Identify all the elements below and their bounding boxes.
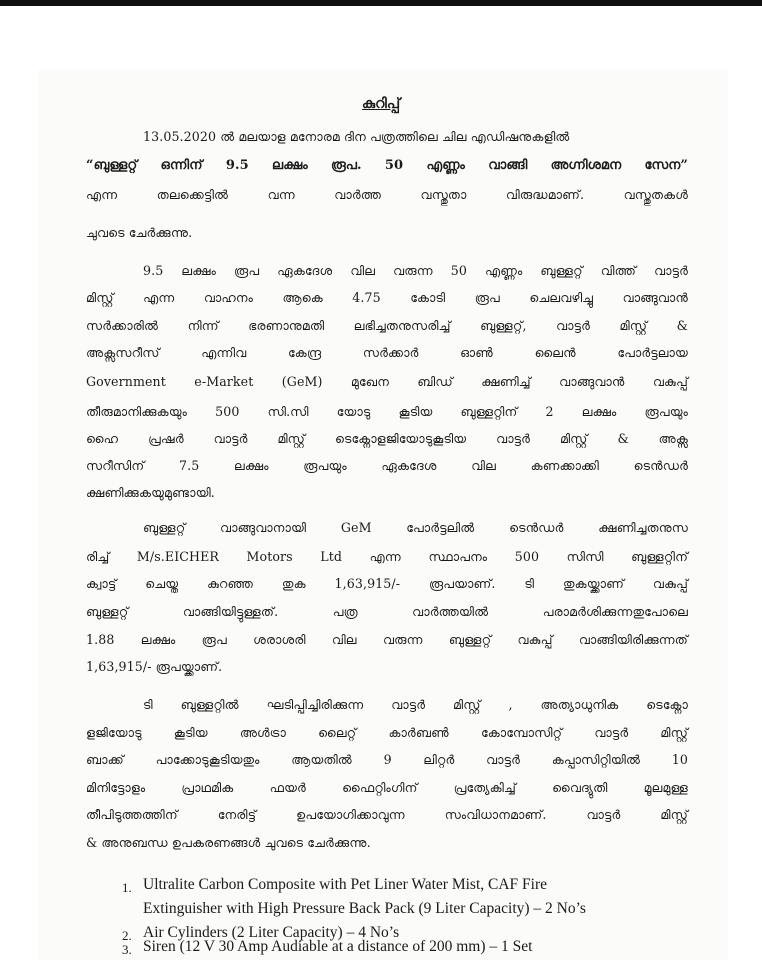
para4-line-5: തീപിടുത്തത്തിന് നേരിട്ട് ഉപയോഗിക്കാവുന്ന സംവിധാനമാണ്. വാട്ടർ മിസ്റ്റ് bbox=[86, 807, 688, 822]
para2-line-6: തീരുമാനിക്കുകയും 500 സി.സി യോടു കൂടിയ ബുള്ളറ്റിന് 2 ലക്ഷം രൂപയും bbox=[86, 404, 688, 419]
list-item-2-number: 2. bbox=[122, 928, 132, 943]
para1-line-3: എന്ന തലക്കെട്ടിൽ വന്ന വാർത്ത വസ്തുതാ വിരുദ്ധമാണ്. വസ്തുതകൾ bbox=[86, 187, 688, 202]
para2-line-2: മിസ്റ്റ് എന്ന വാഹനം ആകെ 4.75 കോടി രൂപ ചെലവഴിച്ചു വാങ്ങുവാൻ bbox=[86, 290, 688, 305]
para2-line-4: അക്സസറീസ് എന്നിവ കേന്ദ്ര സർക്കാർ ഓൺ ലൈൻ പോർട്ടലായ bbox=[86, 345, 688, 360]
para3-line-3: ക്വാട്ട് ചെയ്ത കുറഞ്ഞ തുക 1,63,915/- രൂപയാണ്. ടി തുകയ്ക്കാണ് വകുപ്പ് bbox=[86, 576, 688, 591]
list-item-3-number: 3. bbox=[122, 942, 132, 957]
para3-line-4: ബുള്ളറ്റ് വാങ്ങിയിട്ടുള്ളത്. പത്ര വാർത്തയിൽ പരാമർശിക്കുന്നതുപോലെ bbox=[86, 604, 688, 619]
para4-line-3: ബാക്ക് പാക്കോടുകൂടിയതും ആയതിൽ 9 ലിറ്റർ വാട്ടർ കപ്പാസിറ്റിയിൽ 10 bbox=[86, 752, 688, 767]
para4-line-4: മിനിട്ടോളം പ്രാഥമിക ഫയർ ഫൈറ്റിംഗിന് പ്രത്യേകിച്ച് വൈദ്യുതി മൂലമുള്ള bbox=[86, 780, 688, 795]
document-title: കുറിപ്പ് bbox=[361, 96, 401, 112]
para2-line-9: ക്ഷണിക്കുകയുമുണ്ടായി. bbox=[86, 485, 215, 500]
list-item-1-number: 1. bbox=[122, 880, 132, 895]
para2-line-5: Government e-Market (GeM) മുഖേന ബിഡ് ക്ഷണിച്ച് വാങ്ങുവാൻ വകുപ്പ് bbox=[86, 374, 688, 389]
para1-line-4: ചുവടെ ചേർക്കുന്നു. bbox=[86, 225, 193, 240]
para3-line-5: 1.88 ലക്ഷം രൂപ ശരാശരി വില വരുന്ന ബുള്ളറ്റ് വകുപ്പ് വാങ്ങിയിരിക്കുന്നത് bbox=[86, 632, 688, 647]
para1-line-1: 13.05.2020 ൽ മലയാള മനോരമ ദിന പത്രത്തിലെ ചില എഡിഷനുകളിൽ bbox=[143, 129, 570, 144]
para2-line-1: 9.5 ലക്ഷം രൂപ ഏകദേശ വില വരുന്ന 50 എണ്ണം ബുള്ളറ്റ് വിത്ത് വാട്ടർ bbox=[143, 263, 688, 278]
para1-quote-line: “ബുള്ളറ്റ് ഒന്നിന് 9.5 ലക്ഷം രൂപ. 50 എണ്ണം വാങ്ങി അഗ്നിശമന സേന” bbox=[86, 158, 688, 173]
para2-line-8: സറീസിന് 7.5 ലക്ഷം രൂപയും ഏകദേശ വില കണക്കാക്കി ടെൻഡർ bbox=[86, 458, 688, 473]
para3-line-1: ബുള്ളറ്റ് വാങ്ങുവാനായി GeM പോർട്ടലിൽ ടെൻഡർ ക്ഷണിച്ചതനുസ bbox=[143, 520, 688, 535]
para3-line-6: 1,63,915/- രൂപയ്ക്കാണ്. bbox=[86, 659, 223, 674]
list-item-2-text: Air Cylinders (2 Liter Capacity) – 4 No’s bbox=[143, 924, 400, 941]
list-item-1-line-1: Ultralite Carbon Composite with Pet Liner Water Mist, CAF Fire bbox=[143, 876, 548, 893]
para4-line-2: ളജിയോടു കൂടിയ അൾട്രാ ലൈറ്റ് കാർബൺ കോമ്പോസിറ്റ് വാട്ടർ മിസ്റ്റ് bbox=[86, 725, 688, 740]
para2-line-3: സർക്കാരിൽ നിന്ന് ഭരണാനുമതി ലഭിച്ചതനുസരിച്ച് ബുള്ളറ്റ്, വാട്ടർ മിസ്റ്റ് & bbox=[86, 318, 688, 333]
document-page bbox=[38, 70, 728, 960]
list-item-1-line-2: Extinguisher with High Pressure Back Pack (9 Liter Capacity) – 2 No’s bbox=[143, 900, 586, 917]
para3-line-2: രിച്ച് M/s.EICHER Motors Ltd എന്ന സ്ഥാപനം 500 സിസി ബുള്ളറ്റിന് bbox=[86, 549, 688, 564]
para2-line-7: ഹൈ പ്രഷർ വാട്ടർ മിസ്റ്റ് ടെക്നോളജിയോടുകൂടിയ വാട്ടർ മിസ്റ്റ് & അക്സ bbox=[86, 431, 688, 446]
para4-line-6: & അനുബന്ധ ഉപകരണങ്ങൾ ചുവടെ ചേർക്കുന്നു. bbox=[86, 835, 371, 850]
top-border bbox=[0, 0, 762, 6]
list-item-3-text: Siren (12 V 30 Amp Audiable at a distance of 200 mm) – 1 Set bbox=[143, 938, 533, 955]
para4-line-1: ടി ബുള്ളറ്റിൽ ഘടിപ്പിച്ചിരിക്കുന്ന വാട്ടർ മിസ്റ്റ് , അത്യാധുനിക ടെക്നോ bbox=[143, 697, 688, 712]
